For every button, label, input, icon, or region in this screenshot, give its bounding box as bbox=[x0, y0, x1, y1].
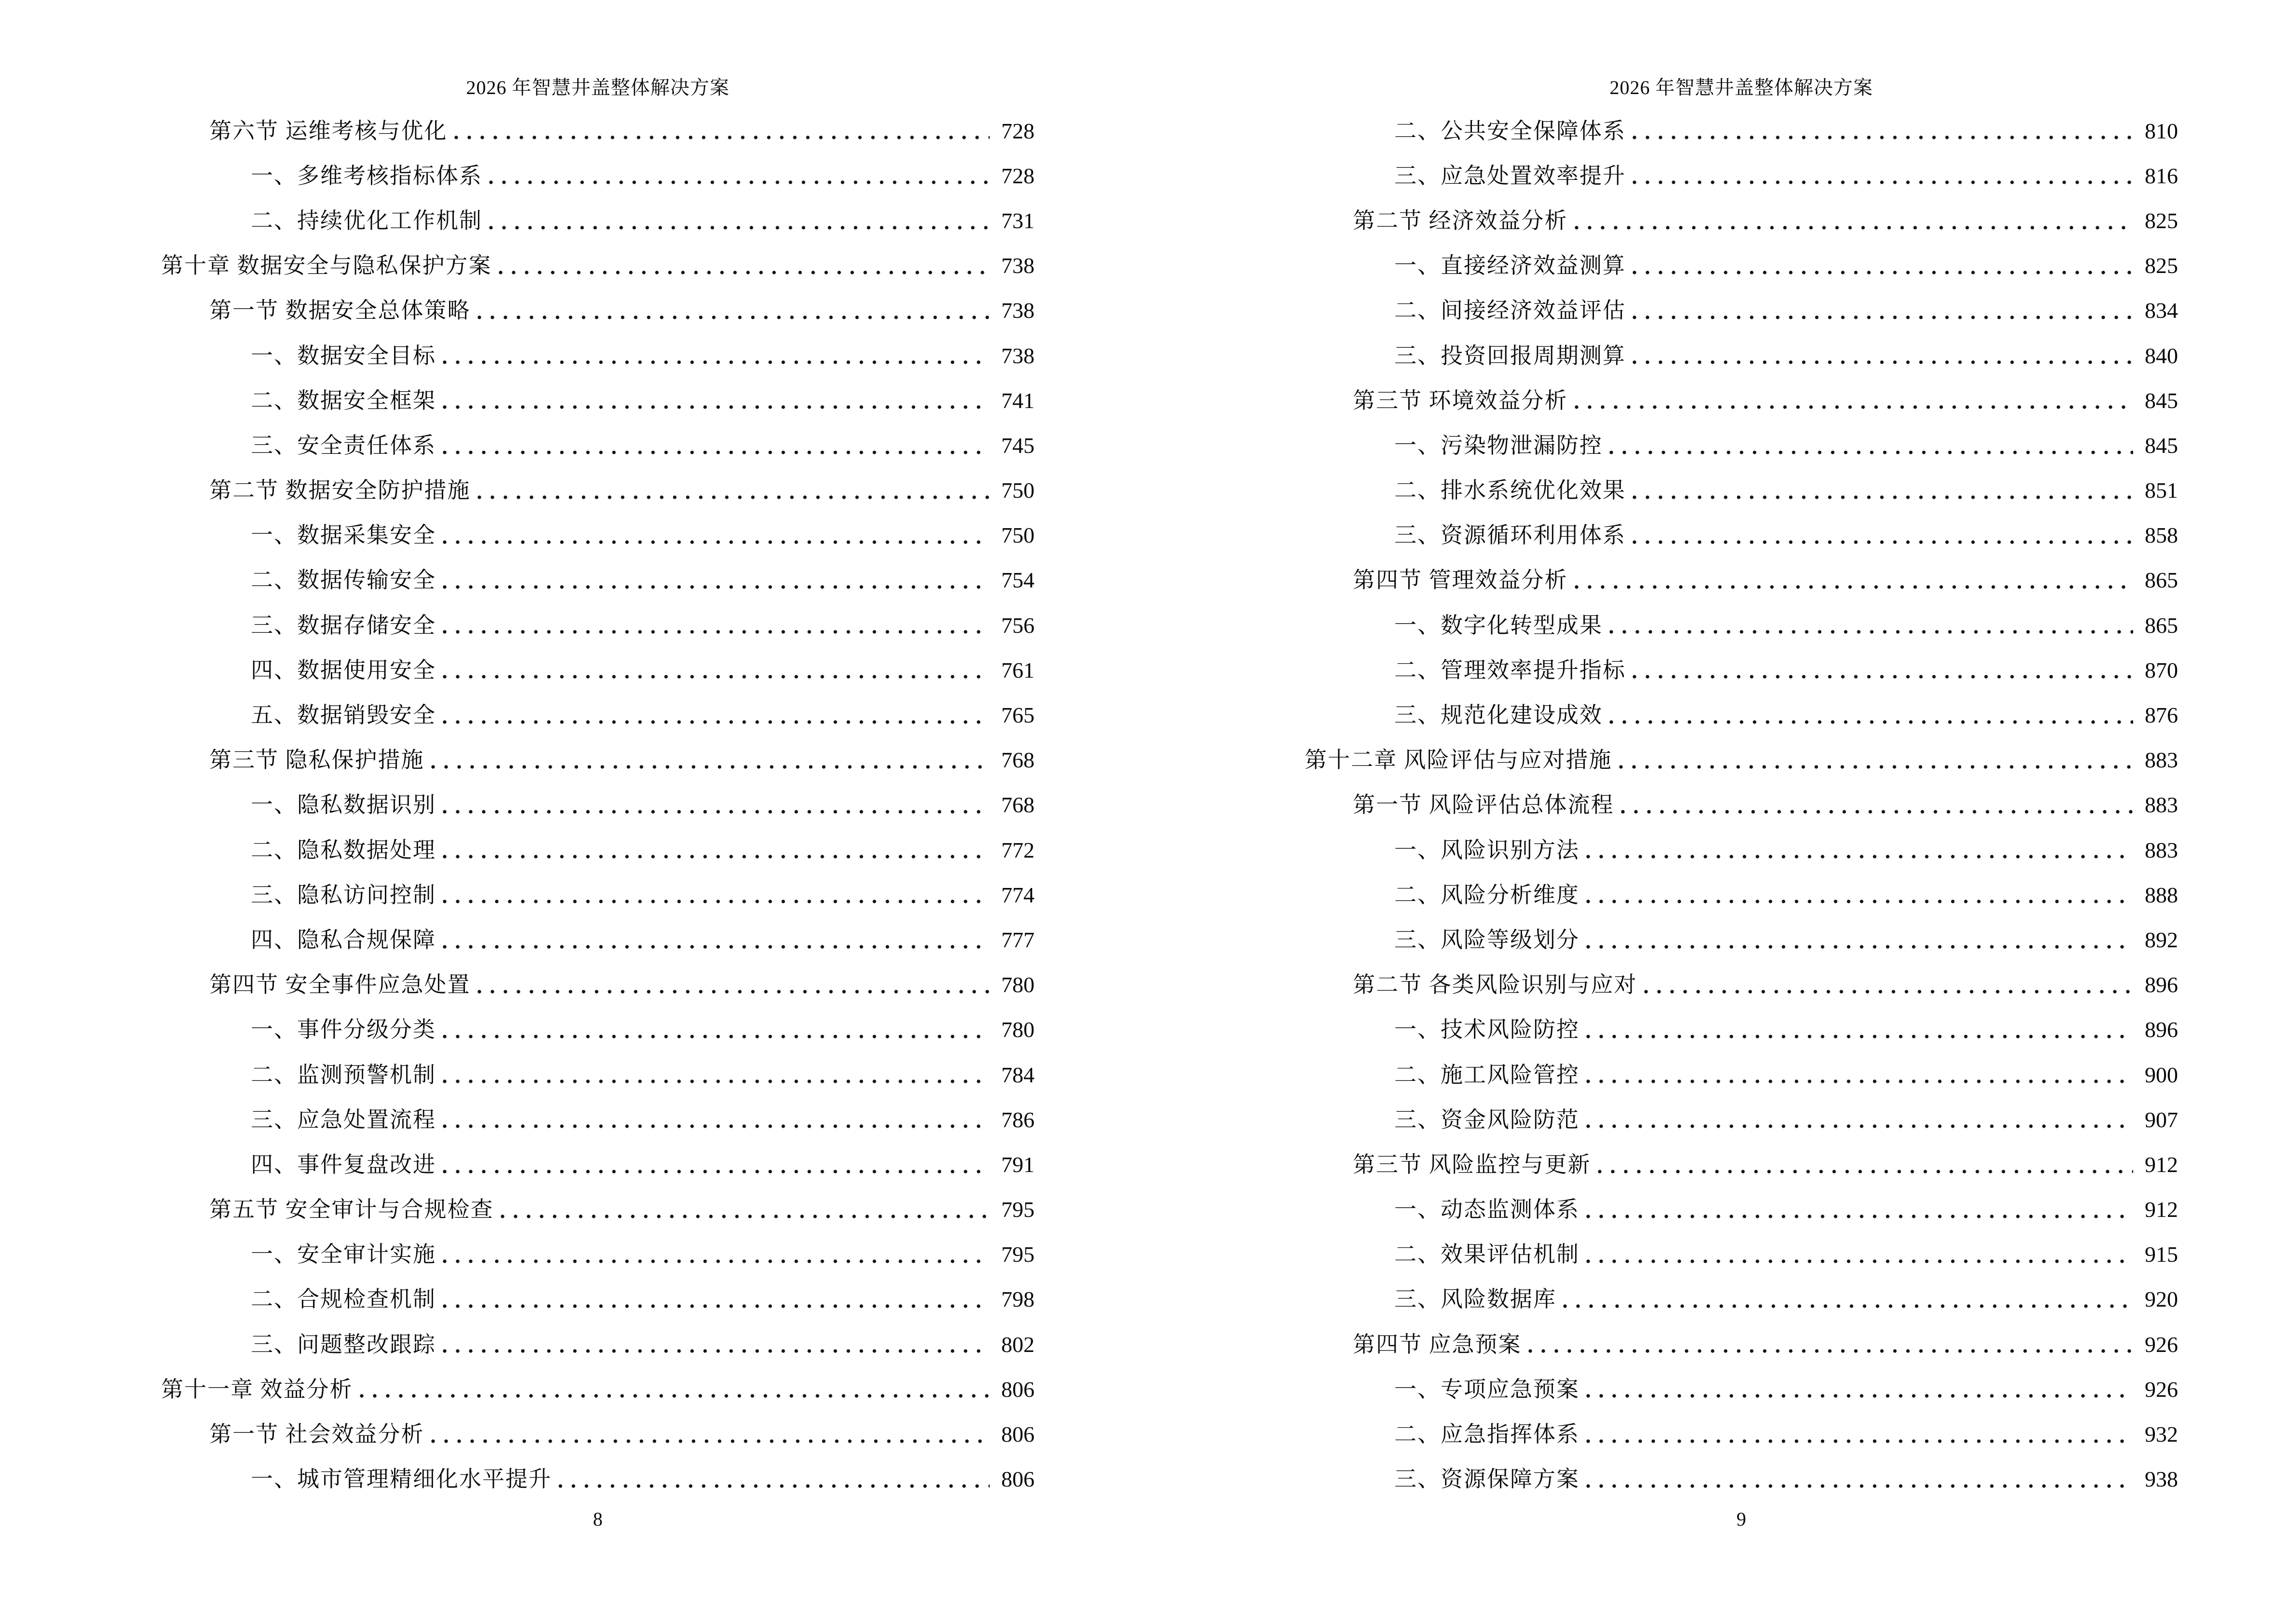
toc-entry-title: 第三节 环境效益分析 bbox=[1353, 388, 1568, 413]
toc-entry[interactable] bbox=[161, 1322, 1035, 1367]
toc-entry-title: 二、数据传输安全 bbox=[251, 568, 436, 593]
toc-entry-page-number: 907 bbox=[2145, 1107, 2178, 1132]
dot-leader bbox=[443, 1033, 990, 1040]
toc-entry-page-number: 768 bbox=[1001, 748, 1035, 773]
toc-entry[interactable] bbox=[161, 738, 1035, 783]
toc-entry-title: 二、合规检查机制 bbox=[251, 1287, 436, 1312]
toc-entry-page-number: 858 bbox=[2145, 523, 2178, 548]
toc-entry-page-number: 795 bbox=[1001, 1242, 1035, 1267]
toc-entry-title: 三、风险等级划分 bbox=[1394, 927, 1579, 952]
toc-entry-page-number: 738 bbox=[1001, 298, 1035, 323]
toc-entry-title: 第二节 各类风险识别与应对 bbox=[1353, 972, 1637, 997]
dot-leader bbox=[1575, 224, 2134, 231]
toc-entry[interactable] bbox=[161, 1412, 1035, 1457]
toc-entry-page-number: 876 bbox=[2145, 703, 2178, 728]
toc-entry-title: 一、数据安全目标 bbox=[251, 343, 436, 368]
toc-entry-page-number: 738 bbox=[1001, 343, 1035, 368]
dot-leader bbox=[1528, 1348, 2134, 1354]
toc-entry[interactable] bbox=[1305, 198, 2178, 243]
dot-leader bbox=[1609, 719, 2133, 725]
toc-entry-page-number: 741 bbox=[1001, 388, 1035, 413]
toc-entry[interactable] bbox=[1305, 1277, 2178, 1322]
toc-entry-title: 第一节 风险评估总体流程 bbox=[1353, 792, 1614, 818]
toc-entry-page-number: 728 bbox=[1001, 118, 1035, 143]
toc-entry-page-number: 888 bbox=[2145, 882, 2178, 907]
dot-leader bbox=[1609, 449, 2133, 456]
page-number: 8 bbox=[593, 1508, 603, 1530]
toc-entry-page-number: 883 bbox=[2145, 748, 2178, 773]
dot-leader bbox=[1619, 764, 2134, 770]
toc-entry-title: 三、资源保障方案 bbox=[1394, 1467, 1579, 1492]
toc-entry-title: 二、隐私数据处理 bbox=[251, 837, 436, 862]
dot-leader bbox=[454, 134, 990, 141]
dot-leader bbox=[489, 224, 990, 231]
dot-leader bbox=[443, 359, 990, 366]
toc-entry-title: 第六节 运维考核与优化 bbox=[209, 118, 448, 143]
toc-entry-title: 一、安全审计实施 bbox=[251, 1242, 436, 1267]
toc-entry[interactable] bbox=[161, 1457, 1035, 1502]
dot-leader bbox=[443, 539, 990, 546]
toc-entry-title: 第十二章 风险评估与应对措施 bbox=[1305, 748, 1612, 773]
page-footer-right bbox=[1305, 1508, 2178, 1530]
toc-entry-title: 一、专项应急预案 bbox=[1394, 1377, 1579, 1402]
dot-leader bbox=[1633, 673, 2133, 680]
toc-entry[interactable] bbox=[1305, 109, 2178, 153]
dot-leader bbox=[443, 449, 990, 456]
toc-entry-page-number: 834 bbox=[2145, 298, 2178, 323]
toc-list-left bbox=[161, 109, 1035, 1502]
toc-entry-title: 一、数据采集安全 bbox=[251, 523, 436, 548]
dot-leader bbox=[1575, 584, 2134, 590]
toc-entry-page-number: 926 bbox=[2145, 1332, 2178, 1357]
dot-leader bbox=[1563, 1303, 2133, 1310]
toc-entry-page-number: 795 bbox=[1001, 1197, 1035, 1222]
dot-leader bbox=[1586, 898, 2133, 905]
dot-leader bbox=[443, 808, 990, 815]
dot-leader bbox=[1586, 1392, 2133, 1399]
toc-entry-title: 三、规范化建设成效 bbox=[1394, 703, 1603, 728]
toc-entry-title: 三、应急处置效率提升 bbox=[1394, 163, 1626, 188]
dot-leader bbox=[443, 1078, 990, 1085]
dot-leader bbox=[1633, 359, 2133, 366]
dot-leader bbox=[1633, 269, 2133, 276]
dot-leader bbox=[1586, 1258, 2133, 1265]
toc-entry[interactable] bbox=[1305, 1232, 2178, 1277]
toc-entry-page-number: 731 bbox=[1001, 208, 1035, 233]
toc-entry[interactable] bbox=[161, 333, 1035, 378]
toc-entry-page-number: 883 bbox=[2145, 792, 2178, 818]
toc-entry-page-number: 900 bbox=[2145, 1062, 2178, 1087]
toc-entry-title: 二、数据安全框架 bbox=[251, 388, 436, 413]
dot-leader bbox=[360, 1392, 990, 1399]
toc-entry-title: 第十章 数据安全与隐私保护方案 bbox=[161, 253, 492, 278]
dot-leader bbox=[443, 404, 990, 410]
dot-leader bbox=[1586, 1123, 2133, 1130]
toc-entry-page-number: 932 bbox=[2145, 1422, 2178, 1447]
toc-entry-title: 二、间接经济效益评估 bbox=[1394, 298, 1626, 323]
toc-entry[interactable] bbox=[161, 917, 1035, 962]
toc-entry-title: 三、应急处置流程 bbox=[251, 1107, 436, 1132]
toc-entry[interactable] bbox=[161, 648, 1035, 693]
dot-leader bbox=[443, 898, 990, 905]
toc-entry-title: 一、隐私数据识别 bbox=[251, 792, 436, 818]
toc-entry-title: 第二节 数据安全防护措施 bbox=[209, 478, 471, 503]
toc-entry[interactable] bbox=[1305, 963, 2178, 1008]
toc-entry[interactable] bbox=[1305, 378, 2178, 423]
toc-entry-page-number: 774 bbox=[1001, 882, 1035, 907]
toc-entry-title: 三、隐私访问控制 bbox=[251, 882, 436, 907]
toc-entry-title: 第一节 社会效益分析 bbox=[209, 1422, 424, 1447]
dot-leader bbox=[443, 943, 990, 950]
toc-entry[interactable] bbox=[161, 244, 1035, 288]
toc-entry-title: 一、污染物泄漏防控 bbox=[1394, 433, 1603, 458]
toc-entry-page-number: 915 bbox=[2145, 1242, 2178, 1267]
toc-entry[interactable] bbox=[1305, 917, 2178, 962]
toc-entry-title: 四、数据使用安全 bbox=[251, 657, 436, 682]
toc-entry-title: 第三节 风险监控与更新 bbox=[1353, 1152, 1591, 1177]
toc-entry[interactable] bbox=[1305, 513, 2178, 558]
toc-entry-title: 三、问题整改跟踪 bbox=[251, 1332, 436, 1357]
toc-entry-title: 二、持续优化工作机制 bbox=[251, 208, 482, 233]
toc-entry-page-number: 756 bbox=[1001, 613, 1035, 638]
toc-entry[interactable] bbox=[161, 288, 1035, 333]
dot-leader bbox=[443, 1303, 990, 1310]
toc-entry-page-number: 780 bbox=[1001, 1017, 1035, 1042]
dot-leader bbox=[1586, 1438, 2133, 1445]
dot-leader bbox=[443, 1123, 990, 1130]
dot-leader bbox=[431, 1438, 990, 1445]
toc-entry[interactable] bbox=[161, 1232, 1035, 1277]
dot-leader bbox=[1633, 179, 2133, 186]
toc-entry-title: 第四节 管理效益分析 bbox=[1353, 568, 1568, 593]
toc-entry[interactable] bbox=[1305, 1457, 2178, 1502]
toc-entry[interactable] bbox=[161, 468, 1035, 513]
toc-entry-page-number: 768 bbox=[1001, 792, 1035, 818]
dot-leader bbox=[1586, 943, 2133, 950]
dot-leader bbox=[1586, 1213, 2133, 1220]
dot-leader bbox=[499, 269, 990, 276]
toc-entry-title: 第三节 隐私保护措施 bbox=[209, 748, 424, 773]
toc-entry-title: 一、直接经济效益测算 bbox=[1394, 253, 1626, 278]
toc-entry[interactable] bbox=[1305, 558, 2178, 603]
toc-entry[interactable] bbox=[161, 423, 1035, 468]
dot-leader bbox=[1609, 628, 2133, 635]
toc-entry[interactable] bbox=[161, 1367, 1035, 1412]
toc-entry-page-number: 845 bbox=[2145, 433, 2178, 458]
page-header-left bbox=[161, 76, 1035, 99]
dot-leader bbox=[1633, 539, 2133, 546]
toc-entry-title: 三、风险数据库 bbox=[1394, 1287, 1556, 1312]
toc-list-right bbox=[1305, 109, 2178, 1502]
toc-entry-title: 四、事件复盘改进 bbox=[251, 1152, 436, 1177]
toc-entry-page-number: 772 bbox=[1001, 837, 1035, 862]
toc-entry[interactable] bbox=[161, 109, 1035, 153]
toc-entry[interactable] bbox=[161, 1277, 1035, 1322]
toc-entry[interactable] bbox=[1305, 468, 2178, 513]
toc-entry-title: 一、动态监测体系 bbox=[1394, 1197, 1579, 1222]
toc-entry[interactable] bbox=[1305, 153, 2178, 198]
toc-entry-page-number: 865 bbox=[2145, 568, 2178, 593]
toc-entry-page-number: 926 bbox=[2145, 1377, 2178, 1402]
toc-entry[interactable] bbox=[1305, 423, 2178, 468]
toc-entry-page-number: 777 bbox=[1001, 927, 1035, 952]
toc-entry-page-number: 912 bbox=[2145, 1152, 2178, 1177]
toc-entry-page-number: 912 bbox=[2145, 1197, 2178, 1222]
toc-entry[interactable] bbox=[1305, 333, 2178, 378]
dot-leader bbox=[1598, 1168, 2134, 1175]
toc-entry-title: 第十一章 效益分析 bbox=[161, 1377, 353, 1402]
toc-entry[interactable] bbox=[161, 1052, 1035, 1097]
toc-entry-title: 五、数据销毁安全 bbox=[251, 703, 436, 728]
toc-entry[interactable] bbox=[1305, 603, 2178, 648]
toc-entry-page-number: 754 bbox=[1001, 568, 1035, 593]
toc-entry-page-number: 896 bbox=[2145, 1017, 2178, 1042]
dot-leader bbox=[443, 719, 990, 725]
toc-entry[interactable] bbox=[1305, 1187, 2178, 1232]
toc-entry-title: 三、资金风险防范 bbox=[1394, 1107, 1579, 1132]
toc-entry[interactable] bbox=[1305, 1322, 2178, 1367]
toc-entry[interactable] bbox=[1305, 783, 2178, 828]
dot-leader bbox=[443, 853, 990, 860]
dot-leader bbox=[443, 1258, 990, 1265]
dot-leader bbox=[1586, 1483, 2133, 1489]
toc-entry-page-number: 938 bbox=[2145, 1467, 2178, 1492]
toc-entry-title: 第五节 安全审计与合规检查 bbox=[209, 1197, 494, 1222]
toc-entry[interactable] bbox=[161, 873, 1035, 917]
toc-entry-title: 二、应急指挥体系 bbox=[1394, 1422, 1579, 1447]
toc-entry[interactable] bbox=[161, 828, 1035, 873]
toc-entry-title: 三、安全责任体系 bbox=[251, 433, 436, 458]
toc-entry-page-number: 802 bbox=[1001, 1332, 1035, 1357]
dot-leader bbox=[477, 314, 990, 321]
toc-entry-title: 第四节 安全事件应急处置 bbox=[209, 972, 471, 997]
toc-entry-page-number: 791 bbox=[1001, 1152, 1035, 1177]
toc-entry-page-number: 806 bbox=[1001, 1377, 1035, 1402]
dot-leader bbox=[443, 584, 990, 590]
toc-entry[interactable] bbox=[1305, 1008, 2178, 1052]
toc-entry-page-number: 728 bbox=[1001, 163, 1035, 188]
page-number: 9 bbox=[1736, 1508, 1746, 1530]
toc-entry[interactable] bbox=[161, 378, 1035, 423]
toc-entry[interactable] bbox=[1305, 244, 2178, 288]
dot-leader bbox=[558, 1483, 990, 1489]
toc-entry[interactable] bbox=[161, 513, 1035, 558]
toc-entry[interactable] bbox=[1305, 1052, 2178, 1097]
page-header-right bbox=[1305, 76, 2178, 99]
dot-leader bbox=[477, 988, 990, 995]
toc-entry-page-number: 865 bbox=[2145, 613, 2178, 638]
toc-entry-page-number: 892 bbox=[2145, 927, 2178, 952]
toc-entry[interactable] bbox=[1305, 288, 2178, 333]
dot-leader bbox=[1633, 494, 2133, 501]
toc-entry-page-number: 896 bbox=[2145, 972, 2178, 997]
dot-leader bbox=[1586, 1078, 2133, 1085]
toc-entry-page-number: 761 bbox=[1001, 657, 1035, 682]
dot-leader bbox=[1621, 808, 2134, 815]
toc-entry-title: 二、管理效率提升指标 bbox=[1394, 657, 1626, 682]
dot-leader bbox=[443, 1348, 990, 1354]
toc-entry-page-number: 816 bbox=[2145, 163, 2178, 188]
toc-entry-title: 二、公共安全保障体系 bbox=[1394, 118, 1626, 143]
toc-entry-page-number: 851 bbox=[2145, 478, 2178, 503]
toc-entry-page-number: 780 bbox=[1001, 972, 1035, 997]
toc-entry[interactable] bbox=[161, 1008, 1035, 1052]
toc-entry-title: 一、数字化转型成果 bbox=[1394, 613, 1603, 638]
toc-entry-title: 二、监测预警机制 bbox=[251, 1062, 436, 1087]
dot-leader bbox=[443, 628, 990, 635]
dot-leader bbox=[1644, 988, 2134, 995]
toc-entry-title: 一、城市管理精细化水平提升 bbox=[251, 1467, 552, 1492]
toc-entry-page-number: 840 bbox=[2145, 343, 2178, 368]
toc-entry-page-number: 870 bbox=[2145, 657, 2178, 682]
toc-entry[interactable] bbox=[161, 1142, 1035, 1187]
dot-leader bbox=[1633, 314, 2133, 321]
toc-entry-title: 二、排水系统优化效果 bbox=[1394, 478, 1626, 503]
toc-entry-page-number: 750 bbox=[1001, 478, 1035, 503]
toc-entry-title: 二、效果评估机制 bbox=[1394, 1242, 1579, 1267]
toc-entry-title: 四、隐私合规保障 bbox=[251, 927, 436, 952]
toc-entry[interactable] bbox=[161, 783, 1035, 828]
toc-entry-title: 一、多维考核指标体系 bbox=[251, 163, 482, 188]
dot-leader bbox=[489, 179, 990, 186]
toc-entry-page-number: 786 bbox=[1001, 1107, 1035, 1132]
toc-entry-page-number: 825 bbox=[2145, 253, 2178, 278]
toc-entry-page-number: 810 bbox=[2145, 118, 2178, 143]
toc-entry-title: 三、数据存储安全 bbox=[251, 613, 436, 638]
toc-entry-page-number: 745 bbox=[1001, 433, 1035, 458]
toc-entry[interactable] bbox=[1305, 1097, 2178, 1142]
dot-leader bbox=[443, 673, 990, 680]
toc-entry-title: 一、事件分级分类 bbox=[251, 1017, 436, 1042]
toc-entry[interactable] bbox=[161, 1187, 1035, 1232]
toc-entry-page-number: 798 bbox=[1001, 1287, 1035, 1312]
toc-entry[interactable] bbox=[161, 693, 1035, 737]
toc-entry-title: 三、资源循环利用体系 bbox=[1394, 523, 1626, 548]
toc-entry-page-number: 845 bbox=[2145, 388, 2178, 413]
dot-leader bbox=[431, 764, 990, 770]
toc-entry-page-number: 920 bbox=[2145, 1287, 2178, 1312]
toc-entry[interactable] bbox=[1305, 828, 2178, 873]
toc-entry-page-number: 883 bbox=[2145, 837, 2178, 862]
dot-leader bbox=[1586, 853, 2133, 860]
toc-entry[interactable] bbox=[1305, 1412, 2178, 1457]
dot-leader bbox=[1633, 134, 2133, 141]
toc-entry[interactable] bbox=[161, 153, 1035, 198]
toc-entry-page-number: 765 bbox=[1001, 703, 1035, 728]
toc-entry-title: 第四节 应急预案 bbox=[1353, 1332, 1522, 1357]
toc-entry-page-number: 738 bbox=[1001, 253, 1035, 278]
toc-entry-title: 二、施工风险管控 bbox=[1394, 1062, 1579, 1087]
document-title: 2026 年智慧井盖整体解决方案 bbox=[1609, 77, 1873, 98]
dot-leader bbox=[1575, 404, 2134, 410]
toc-entry-title: 一、技术风险防控 bbox=[1394, 1017, 1579, 1042]
toc-entry-page-number: 825 bbox=[2145, 208, 2178, 233]
toc-page-right bbox=[1144, 0, 2287, 1624]
toc-entry[interactable] bbox=[1305, 693, 2178, 737]
toc-entry[interactable] bbox=[1305, 648, 2178, 693]
toc-entry[interactable] bbox=[161, 1097, 1035, 1142]
toc-entry-page-number: 750 bbox=[1001, 523, 1035, 548]
toc-entry[interactable] bbox=[1305, 873, 2178, 917]
dot-leader bbox=[1586, 1033, 2133, 1040]
toc-entry-title: 第一节 数据安全总体策略 bbox=[209, 298, 471, 323]
toc-entry-page-number: 806 bbox=[1001, 1467, 1035, 1492]
toc-entry-page-number: 784 bbox=[1001, 1062, 1035, 1087]
toc-entry[interactable] bbox=[161, 603, 1035, 648]
toc-entry[interactable] bbox=[1305, 1142, 2178, 1187]
page-footer-left bbox=[161, 1508, 1035, 1530]
document-title: 2026 年智慧井盖整体解决方案 bbox=[466, 77, 730, 98]
toc-entry[interactable] bbox=[161, 558, 1035, 603]
toc-entry[interactable] bbox=[1305, 738, 2178, 783]
toc-entry-title: 二、风险分析维度 bbox=[1394, 882, 1579, 907]
toc-entry[interactable] bbox=[161, 963, 1035, 1008]
dot-leader bbox=[443, 1168, 990, 1175]
dot-leader bbox=[501, 1213, 990, 1220]
toc-entry-title: 一、风险识别方法 bbox=[1394, 837, 1579, 862]
toc-entry-title: 第二节 经济效益分析 bbox=[1353, 208, 1568, 233]
toc-entry-title: 三、投资回报周期测算 bbox=[1394, 343, 1626, 368]
toc-entry[interactable] bbox=[161, 198, 1035, 243]
dot-leader bbox=[477, 494, 990, 501]
toc-entry-page-number: 806 bbox=[1001, 1422, 1035, 1447]
toc-entry[interactable] bbox=[1305, 1367, 2178, 1412]
